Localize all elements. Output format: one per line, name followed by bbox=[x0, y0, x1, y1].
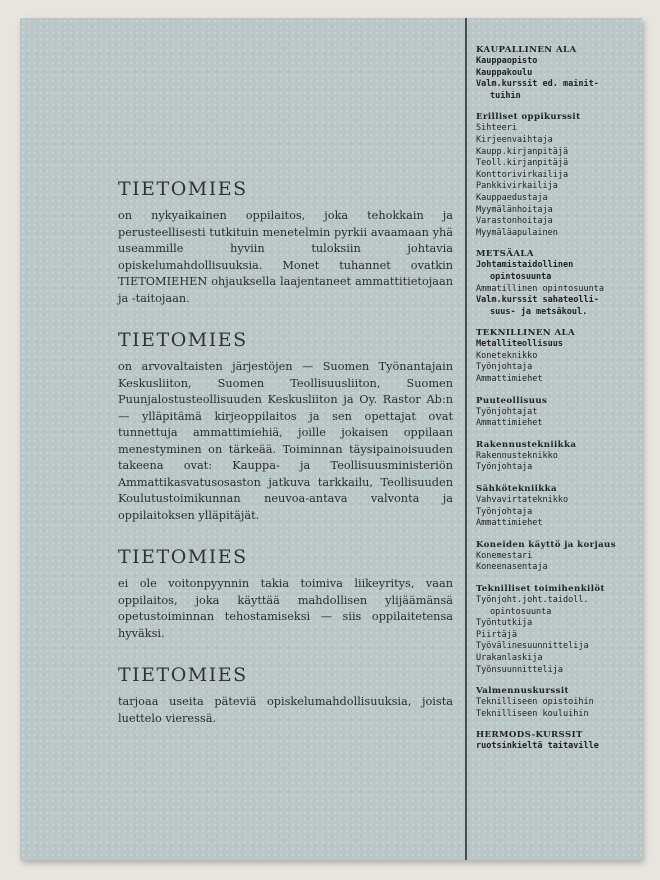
block-heading: TIETOMIES bbox=[118, 546, 248, 568]
course-item: Ammatillinen opintosuunta bbox=[476, 283, 604, 294]
course-list-sidebar bbox=[476, 44, 642, 762]
course-item: Ammattimiehet bbox=[476, 374, 543, 385]
course-item: Konemestari bbox=[476, 550, 533, 561]
course-item: Pankkivirkailija bbox=[476, 181, 558, 192]
text-block bbox=[118, 329, 453, 524]
column-divider bbox=[465, 18, 467, 860]
text-block bbox=[118, 546, 453, 642]
course-section bbox=[476, 583, 642, 676]
course-item: Johtamistaidollinen bbox=[476, 260, 574, 271]
course-item: Koneenasentaja bbox=[476, 562, 548, 573]
course-item: Työnsuunnittelija bbox=[476, 664, 563, 675]
course-item: opintosuunta bbox=[490, 271, 552, 282]
section-title: Koneiden käyttö ja korjaus bbox=[476, 539, 616, 550]
main-text-column bbox=[118, 178, 453, 749]
course-item: Työnjoht.joht.taidoll. bbox=[476, 595, 589, 605]
section-title: HERMODS-KURSSIT bbox=[476, 730, 583, 741]
course-item: Varastonhoitaja bbox=[476, 216, 553, 227]
book-back-cover bbox=[20, 18, 642, 860]
course-item: Kauppakoulu bbox=[476, 67, 533, 78]
section-title: Rakennustekniikka bbox=[476, 439, 577, 450]
course-item: Vahvavirtateknikko bbox=[476, 495, 569, 506]
course-item: Konttorivirkailija bbox=[476, 169, 569, 180]
block-paragraph: on nykyaikainen oppilaitos, joka tehokkain ja perusteellisesti tutkituin menetelmin pyrkii avaamaan yhä useammille hyviin tuloksiin johtavia opiskelumahdollisuuksia. Monet tuhannet ovatkin TIETOMIEHEN ohjauksella laajentaneet ammattitietojaan ja -taitojaan. bbox=[118, 209, 453, 305]
block-paragraph: tarjoaa useita päteviä opiskelumahdollisuuksia, joista luettelo vieressä. bbox=[118, 695, 453, 725]
course-section bbox=[476, 44, 642, 102]
course-item: ruotsinkieltä taitaville bbox=[476, 741, 599, 752]
section-title: Valmennuskurssit bbox=[476, 686, 569, 697]
course-item: Myymäläapulainen bbox=[476, 227, 558, 238]
course-item: Kaupp.kirjanpitäjä bbox=[476, 146, 569, 157]
course-item: Työnjohtaja bbox=[476, 362, 533, 373]
course-item: Urakanlaskija bbox=[476, 652, 543, 663]
course-section bbox=[476, 539, 642, 574]
section-title: Puuteollisuus bbox=[476, 395, 548, 406]
course-item: Valm.kurssit sahateolli- bbox=[476, 295, 599, 306]
section-title: KAUPALLINEN ALA bbox=[476, 45, 577, 55]
section-title: Sähkötekniikka bbox=[476, 484, 557, 495]
block-heading: TIETOMIES bbox=[118, 329, 248, 351]
course-item: Piirtäjä bbox=[476, 629, 517, 640]
course-section bbox=[476, 395, 642, 430]
course-section bbox=[476, 439, 642, 474]
course-item: Kirjeenvaihtaja bbox=[476, 134, 553, 145]
block-heading: TIETOMIES bbox=[118, 664, 248, 686]
course-item: Sihteeri bbox=[476, 123, 517, 134]
text-block bbox=[118, 178, 453, 307]
text-block bbox=[118, 664, 453, 727]
section-title: METSÄALA bbox=[476, 249, 534, 260]
course-item: Kauppaedustaja bbox=[476, 192, 548, 203]
block-paragraph: on arvovaltaisten järjestöjen — Suomen Työnantajain Keskusliiton, Suomen Teollisuusliiton, Suomen Puunjalostusteollisuuden Keskusliiton ja Oy. Rastor Ab:n — ylläpitämä kirjeoppilaitos ja sen opettajat ovat tunnettuja ammattimiehiä, joille jokaisen oppilaan menestyminen on tärkeää. Toiminnan täysipainoisuuden takeena ovat: Kauppa- ja Teollisuusministeriön Ammattikasvatusosaston jatkuva tarkkailu, Teollisuuden Koulutustoimikunnan neuvoa-antava valvonta ja oppilaitoksen ylläpitäjät. bbox=[118, 360, 453, 522]
course-section bbox=[476, 327, 642, 385]
block-paragraph: ei ole voitonpyynnin takia toimiva liikeyritys, vaan oppilaitos, joka käyttää mahdollisen ylijäämänsä opetustoiminnan tehostamiseksi — siis oppilaitetensa hyväksi. bbox=[118, 577, 453, 640]
course-item: Työnjohtaja bbox=[476, 462, 533, 473]
course-item: Teoll.kirjanpitäjä bbox=[476, 158, 569, 169]
course-item: Teknilliseen opistoihin bbox=[476, 697, 594, 708]
course-item: Työnjohtaja bbox=[476, 506, 533, 517]
course-section bbox=[476, 111, 642, 239]
course-item: Ammattimiehet bbox=[476, 418, 543, 429]
block-heading: TIETOMIES bbox=[118, 178, 248, 200]
section-title: Teknilliset toimihenkilöt bbox=[476, 584, 605, 594]
course-section bbox=[476, 685, 642, 720]
course-section bbox=[476, 483, 642, 530]
course-item: Työvälinesuunnittelija bbox=[476, 641, 589, 652]
course-item: Rakennusteknikko bbox=[476, 450, 558, 461]
course-section bbox=[476, 248, 642, 318]
course-item: Teknilliseen kouluihin bbox=[476, 708, 589, 719]
course-item: Ammattimiehet bbox=[476, 518, 543, 529]
section-title: TEKNILLINEN ALA bbox=[476, 328, 576, 339]
course-item: Työnjohtajat bbox=[476, 406, 538, 417]
course-item: Työntutkija bbox=[476, 618, 533, 629]
course-item: Kauppaopisto bbox=[476, 56, 538, 66]
course-item: Myymälänhoitaja bbox=[476, 204, 553, 215]
course-section bbox=[476, 729, 642, 753]
section-title: Erilliset oppikurssit bbox=[476, 112, 581, 123]
course-item: tuihin bbox=[490, 90, 521, 101]
course-item: Koneteknikko bbox=[476, 350, 538, 361]
course-item: Metalliteollisuus bbox=[476, 339, 563, 350]
course-item: suus- ja metsäkoul. bbox=[490, 306, 588, 317]
course-item: opintosuunta bbox=[490, 606, 552, 617]
course-item: Valm.kurssit ed. mainit- bbox=[476, 79, 599, 90]
